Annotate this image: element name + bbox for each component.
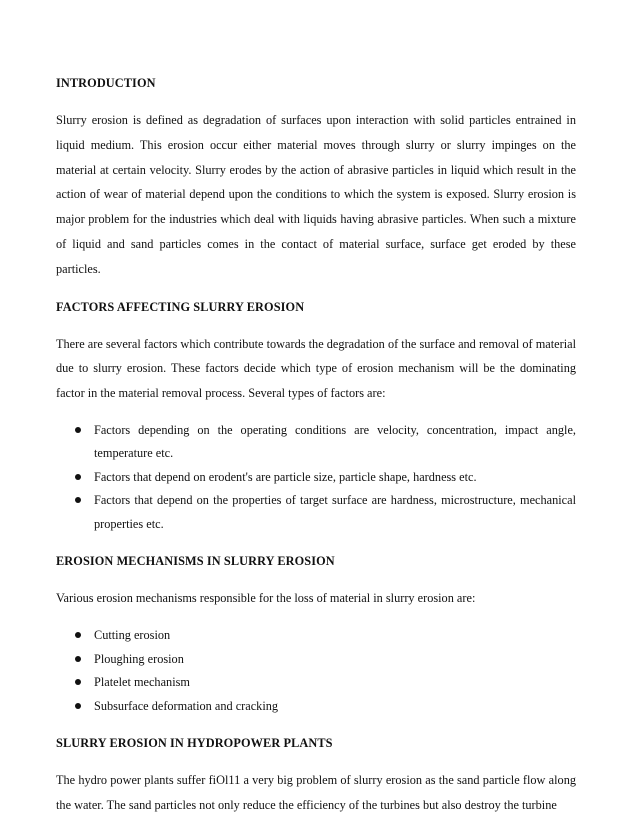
erosion-mechanisms-paragraph: Various erosion mechanisms responsible for the loss of material in slurry erosion are:	[56, 591, 476, 606]
mechanisms-bullet-list	[56, 624, 576, 718]
list-item-text: Subsurface deformation and cracking	[94, 698, 279, 713]
bullet-icon	[75, 474, 81, 480]
hydropower-paragraph: The hydro power plants suffer fiOl11 a very big problem of slurry erosion as the sand particle flow along the water. The sand particles not only reduce the efficiency of the turbines but also destroy the turbine	[56, 773, 576, 813]
list-item-text: Cutting erosion	[94, 628, 171, 643]
list-item-text: Factors depending on the operating conditions are velocity, concentration, impact angle, temperature etc.	[94, 422, 576, 461]
section-heading-introduction: INTRODUCTION	[56, 76, 156, 90]
list-item-text: Factors that depend on the properties of target surface are hardness, microstructure, mechanical properties etc.	[94, 493, 576, 531]
list-item-text: Factors that depend on erodent's are particle size, particle shape, hardness etc.	[94, 469, 477, 484]
list-item	[56, 466, 576, 490]
bullet-icon	[75, 497, 81, 503]
list-item	[56, 624, 576, 648]
bullet-icon	[75, 703, 81, 709]
list-item	[56, 489, 576, 536]
bullet-icon	[75, 679, 81, 685]
bullet-icon	[75, 656, 81, 662]
bullet-icon	[75, 427, 81, 433]
section-heading-hydropower: SLURRY EROSION IN HYDROPOWER PLANTS	[56, 736, 333, 751]
list-item-text: Platelet mechanism	[94, 675, 190, 690]
list-item	[56, 695, 576, 719]
list-item-text: Ploughing erosion	[94, 651, 184, 666]
list-item	[56, 671, 576, 695]
factors-paragraph: There are several factors which contribute towards the degradation of the surface and removal of material due to slurry erosion. These factors decide which type of erosion mechanism will be the dominating factor in the material removal process. Several types of factors are:	[56, 336, 576, 401]
introduction-paragraph: Slurry erosion is defined as degradation of surfaces upon interaction with solid particles entrained in liquid medium. This erosion occur either material moves through slurry or slurry impinges on the material at certain velocity. Slurry erodes by the action of abrasive particles in liquid which result in the action of wear of material depend upon the conditions to which the system is exposed. Slurry erosion is major problem for the industries which deal with liquids having abrasive particles. When such a mixture of liquid and sand particles comes in the contact of material surface, surface get eroded by these particles.	[56, 113, 576, 276]
factors-bullet-list	[56, 419, 576, 537]
section-heading-factors: FACTORS AFFECTING SLURRY EROSION	[56, 299, 305, 314]
bullet-icon	[75, 632, 81, 638]
list-item	[56, 648, 576, 672]
document-body	[56, 71, 576, 818]
section-heading-erosion-mechanisms: EROSION MECHANISMS IN SLURRY EROSION	[56, 554, 335, 569]
list-item	[56, 419, 576, 466]
